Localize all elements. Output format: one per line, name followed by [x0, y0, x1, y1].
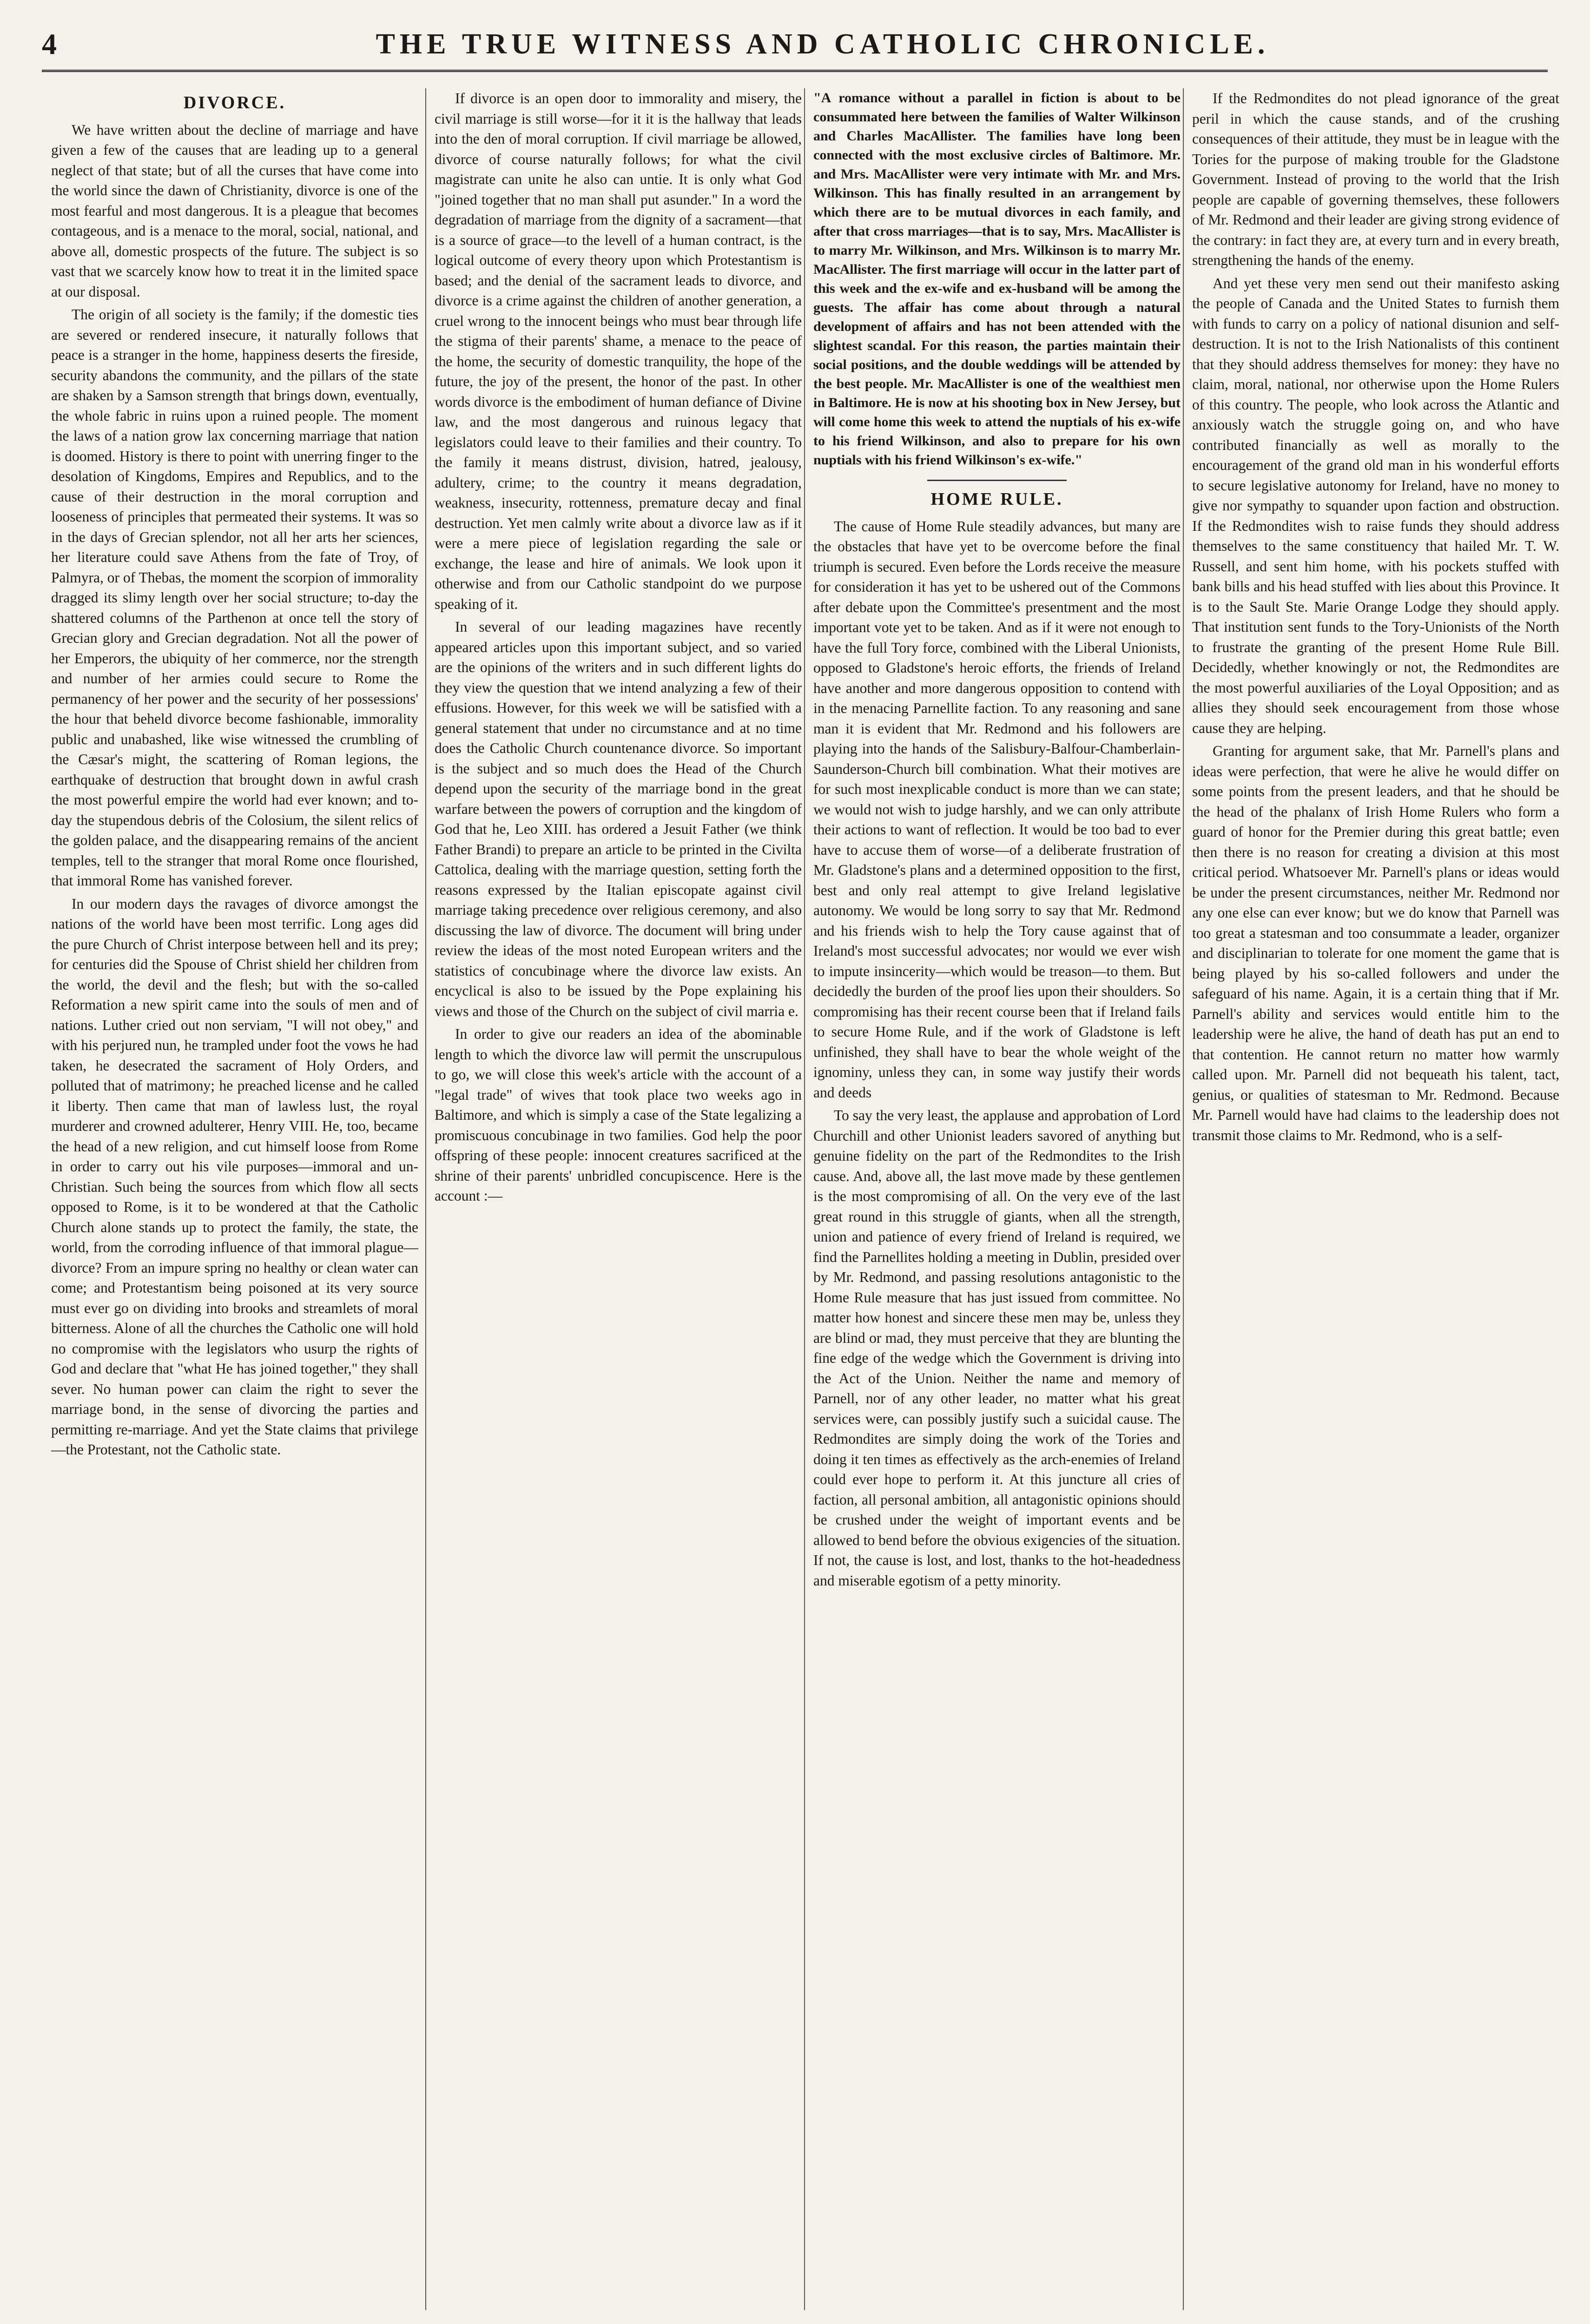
- column-1: [51, 88, 418, 2310]
- home-rule-paragraph: To say the very least, the applause and approbation of Lord Churchill and other Unionist leaders savored of anything but genuine fidelity on the part of the Redmondites to the Irish cause. And, above all, the last move made by these gentlemen is the most compromising of all. On the very eve of the last great round in this struggle of giants, when all the strength, union and patience of every friend of Ireland is required, we find the Parnellites holding a meeting in Dublin, presided over by Mr. Redmond, and passing resolutions antagonistic to the Home Rule measure that has just issued from committee. No matter how honest and sincere these men may be, unless they are blind or mad, they must perceive that they are blunting the fine edge of the wedge which the Government is driving into the Act of the Union. Neither the name and memory of Parnell, nor of any other leader, no matter what his great services were, can possibly justify such a suicidal cause. The Redmondites are simply doing the work of the Tories and doing it ten times as effectively as the arch-enemies of Ireland could ever hope to perform it. At this juncture all cries of faction, all personal ambition, all antagonistic opinions should be crushed under the weight of important events and be allowed to bend before the obvious exigencies of the situation. If not, the cause is lost, and lost, thanks to the hot-headedness and miserable egotism of a petty minority.: [813, 1107, 1181, 1589]
- quote-paragraph: "A romance without a parallel in fiction is about to be consummated here between the families of Walter Wilkinson and Charles MacAllister. The families have long been connected with the most exclusive circles of Baltimore. Mr. and Mrs. MacAllister were very intimate with Mr. and Mrs. Wilkinson. This has finally resulted in an arrangement by which there are to be mutual divorces in each family, and after that cross marriages—that is to say, Mrs. MacAllister is to marry Mr. Wilkinson, and Mrs. Wilkinson is to marry Mr. MacAllister. The first marriage will occur in the latter part of this week and the ex-wife and ex-husband will be among the guests. The affair has come about through a natural development of affairs and has not been attended with the slightest scandal. For this reason, the parties maintain their social positions, and the double weddings will be attended by the best people. Mr. MacAllister is one of the wealthiest men in Baltimore. He is now at his shooting box in New Jersey, but will come home this week to attend the nuptials of his ex-wife to his friend Wilkinson, and also to prepare for his own nuptials with his friend Wilkinson's ex-wife.": [813, 90, 1181, 468]
- divorce-paragraph: In order to give our readers an idea of the abominable length to which the divorce law will permit the unscrupulous to go, we will close this week's article with the account of a "legal trade" of wives that took place two weeks ago in Baltimore, and which is simply a case of the State legalizing a promiscuous concubinage in two families. God help the poor offspring of these people: innocent creatures sacrificed at the shrine of their parents' unbridled concupiscence. Here is the account :—: [435, 1026, 802, 1204]
- divorce-paragraph: In our modern days the ravages of divorce amongst the nations of the world have been most terrific. Long ages did the pure Church of Christ interpose between hell and its prey; for centuries did the Spouse of Christ shield her children from the world, the devil and the flesh; but with the so-called Reformation a new spirit came into the souls of men and of nations. Luther cried out non serviam, "I will not obey," and with his perjured nun, he trampled under foot the vows he had taken, he desecrated the sacrament of Holy Orders, and polluted that of matrimony; he preached license and he called it liberty. Then came that man of lawless lust, the royal murderer and crowned adulterer, Henry VIII. He, too, became the head of a new religion, and cut himself loose from Rome in order to carry out his vile purposes—immoral and un-Christian. Such being the sources from which flow all sects opposed to Rome, is it to be wondered at that the Catholic Church alone stands up to protect the family, the state, the world, from the corroding influence of that immoral plague—divorce? From an impure spring no healthy or clean water can come; and Protestantism being poisoned at its very source must ever go on dividing into brooks and streamlets of moral bitterness. Alone of all the churches the Catholic one will hold no compromise with the legislators who usurp the rights of God and declare that "what He has joined together," they shall sever. No human power can claim the right to sever the marriage bond, in the sense of divorcing the parties and permitting re-marriage. And yet the State claims that privilege—the Protestant, not the Catholic state.: [51, 895, 418, 1458]
- column-rule: [804, 88, 805, 2310]
- section-divider: [927, 480, 1067, 481]
- home-rule-paragraph: If the Redmondites do not plead ignorance of the great peril in which the cause stands, and of the crushing consequences of their attitude, they must be in league with the Tories for the purpose of making trouble for the Gladstone Government. Instead of proving to the world that the Irish people are capable of governing themselves, these followers of Mr. Redmond and their leader are giving strong evidence of the contrary: in fact they are, at every turn and in every breath, strengthening the hands of the enemy.: [1192, 90, 1559, 268]
- page-number: 4: [42, 27, 57, 60]
- column-rule: [425, 88, 426, 2310]
- divorce-paragraph: If divorce is an open door to immorality and misery, the civil marriage is still worse—for it it is the hallway that leads into the den of moral corruption. If civil marriage be allowed, divorce of course naturally follows; for what the civil magistrate can unite he also can untie. It is only what God "joined together that no man shall put asunder." In a word the degradation of marriage from the dignity of a sacrament—that is a source of grace—to the levell of a human contract, is the logical outcome of every theory upon which Protestantism is based; and the denial of the sacrament leads to divorce, and divorce is a crime against the children of another generation, a cruel wrong to the innocent beings who must bear through life the stigma of their parents' shame, a menace to the peace of the home, the security of domestic tranquility, the hope of the future, the joy of the present, the honor of the past. In other words divorce is the embodiment of human defiance of Divine law, and the most dangerous and ruinous legacy that legislators could leave to their families and their country. To the family it means distrust, division, hatred, jealousy, adultery, crime; to the country it means degradation, weakness, insecurity, rottenness, premature decay and final destruction. Yet men calmly write about a divorce law as if it were a mere piece of legislation regarding the sale or exchange, the lease and hire of animals. We look upon it otherwise and from our Catholic standpoint do we purpose speaking of it.: [435, 90, 802, 612]
- home-rule-paragraph: The cause of Home Rule steadily advances, but many are the obstacles that have yet to be overcome before the final triumph is secured. Even before the Lords receive the measure for consideration it has yet to be ushered out of the Commons after debate upon the Committee's presentment and the most important vote yet to be taken. And as if it were not enough to have the full Tory force, combined with the Liberal Unionists, opposed to Gladstone's heroic efforts, the friends of Ireland have another and more dangerous opposition to contend with in the menacing Parnellite faction. To any reasoning and sane man it is evident that Mr. Redmond and his followers are playing into the hands of the Salisbury-Balfour-Chamberlain-Saunderson-Church bill combination. What their motives are for such most inexplicable conduct is more than we can state; we would not wish to judge harshly, and we can only attribute their actions to want of reflection. It would be too bad to ever have to accuse them of worse—of a deliberate frustration of Mr. Gladstone's plans and a determined opposition to the first, best and only real attempt to give Ireland legislative autonomy. We would be long sorry to say that Mr. Redmond and his friends wish to help the Tory cause against that of Ireland's most successful advocates; nor would we ever wish to impute insincerity—which would be treason—to them. But decidedly the burden of the proof lies upon their shoulders. So compromising has their recent course been that if Ireland fails to secure Home Rule, and if the work of Gladstone is left unfinished, they shall have to bear the whole weight of the ignominy, unless they can, in some way justify their words and deeds: [813, 518, 1181, 1101]
- divorce-paragraph: The origin of all society is the family; if the domestic ties are severed or rendered insecure, it naturally follows that peace is a stranger in the home, happiness deserts the fireside, security abandons the community, and the pillars of the state are shaken by a Samson strength that brings down, eventually, the whole fabric in ruins upon a ruined people. The moment the laws of a nation grow lax concerning marriage that nation is doomed. History is there to point with unerring finger to the desolation of Kingdoms, Empires and Republics, and to the cause of their destruction in the moral corruption and looseness of principles that permeated their systems. It was so in the days of Grecian splendor, not all her arts her sciences, her literature could save Athens from the fate of Troy, of Palmyra, or of Thebas, the moment the scorpion of immorality dragged its slimy length over her social structure; to-day the shattered columns of the Parthenon at once tell the story of Grecian glory and Grecian degradation. Not all the power of her Emperors, the ubiquity of her commerce, nor the strength and number of her armies could secure to Rome the permanency of her power and the security of her possessions' the hour that beheld divorce become fashionable, immorality public and unabashed, like wise witnessed the crumbling of the Cæsar's might, the scattering of Roman legions, the earthquake of destruction that brought down in awful crash the most powerful empire the world had ever known; and to-day the stupendous debris of the Colosium, the silent relics of the golden palace, and the disappearing remains of the ancient temples, tell to the stranger that moral Rome once flourished, that immoral Rome has vanished forever.: [51, 306, 418, 889]
- column-2: [435, 88, 802, 2310]
- divorce-paragraph: In several of our leading magazines have recently appeared articles upon this important subject, and so varied are the opinions of the writers and in such different lights do they view the question that we intend analyzing a few of their effusions. However, for this week we will be satisfied with a general statement that under no circumstance and at no time does the Catholic Church countenance divorce. So important is the subject and so much does the Head of the Church depend upon the security of the marriage bond in the great warfare between the powers of corruption and the kingdom of God that he, Leo XIII. has ordered a Jesuit Father (we think Father Brandi) to prepare an article to be printed in the Civilta Cattolica, dealing with the marriage question, setting forth the reasons expressed by the Italian episcopate against civil marriage taking precedence over religious ceremony, and also discussing the law of divorce. The document will bring under review the ideas of the most noted European writers and the statistics of concubinage where the divorce law exists. An encyclical is also to be issued by the Pope explaining his views and those of the Church on the subject of civil marria e.: [435, 619, 802, 1019]
- column-3: [813, 88, 1181, 2310]
- divorce-paragraph: We have written about the decline of marriage and have given a few of the causes that are leading up to a general neglect of that state; but of all the curses that have come into the world since the dawn of Christianity, divorce is one of the most fearful and most dangerous. It is a pleague that becomes contageous, and is a menace to the moral, social, national, and above all, domestic prospects of the future. The subject is so vast that we scarcely know how to treat it in the limited space at our disposal.: [51, 121, 418, 300]
- masthead: [42, 19, 1548, 72]
- home-rule-paragraph: Granting for argument sake, that Mr. Parnell's plans and ideas were perfection, that were he alive he would differ on some points from the present leaders, and that he should be the head of the phalanx of Irish Home Rulers who form a guard of honor for the Premier during this great battle; even then there is no reason for creating a division at this most critical period. Whatsoever Mr. Parnell's plans or ideas would be under the present circumstances, neither Mr. Redmond nor any one else can ever know; but we do know that Parnell was too great a statesman and too consummate a leader, organizer and disciplinarian to tolerate for one moment the game that is being played by his so-called followers and under the safeguard of his name. Again, it is a certain thing that if Mr. Parnell's ability and services would entitle him to the leadership were he alive, the hand of death has put an end to that contention. He cannot return no matter how warmly called upon. Mr. Parnell did not bequeath his talent, tact, genius, or qualities of statesman to Mr. Redmond. Because Mr. Parnell would have had claims to the leadership does not transmit those claims to Mr. Redmond, who is a self-: [1192, 743, 1559, 1143]
- home-rule-paragraph: And yet these very men send out their manifesto asking the people of Canada and the United States to furnish them with funds to carry on a policy of national disunion and self-destruction. It is not to the Irish Nationalists of this continent that they should address themselves for money: they have no claim, moral, national, nor otherwise upon the Home Rulers of this country. The people, who look across the Atlantic and anxiously watch the struggle going on, and who have contributed financially as well as morally to the encouragement of the grand old man in his wonderful efforts to secure legislative autonomy for Ireland, have no money to give nor sympathy to squander upon faction and obstruction. If the Redmondites wish to raise funds they should address themselves to the same constituency that hailed Mr. T. W. Russell, and sent him home, with his pockets stuffed with bank bills and his head stuffed with lies about this Province. It is to the Sault Ste. Marie Orange Lodge they should apply. That institution sent funds to the Tory-Unionists of the North to frustrate the granting of the present Home Rule Bill. Decidedly, whether knowingly or not, the Redmondites are the most powerful auxiliaries of the Loyal Opposition; and as allies they should seek encouragement from those whose cause they are helping.: [1192, 275, 1559, 736]
- column-rule: [1183, 88, 1184, 2310]
- column-4: [1192, 88, 1559, 2310]
- newspaper-title: THE TRUE WITNESS AND CATHOLIC CHRONICLE.: [376, 28, 1270, 60]
- baltimore-quote: [813, 88, 1181, 469]
- home-rule-heading: HOME RULE.: [930, 489, 1063, 509]
- divorce-heading: DIVORCE.: [183, 93, 286, 112]
